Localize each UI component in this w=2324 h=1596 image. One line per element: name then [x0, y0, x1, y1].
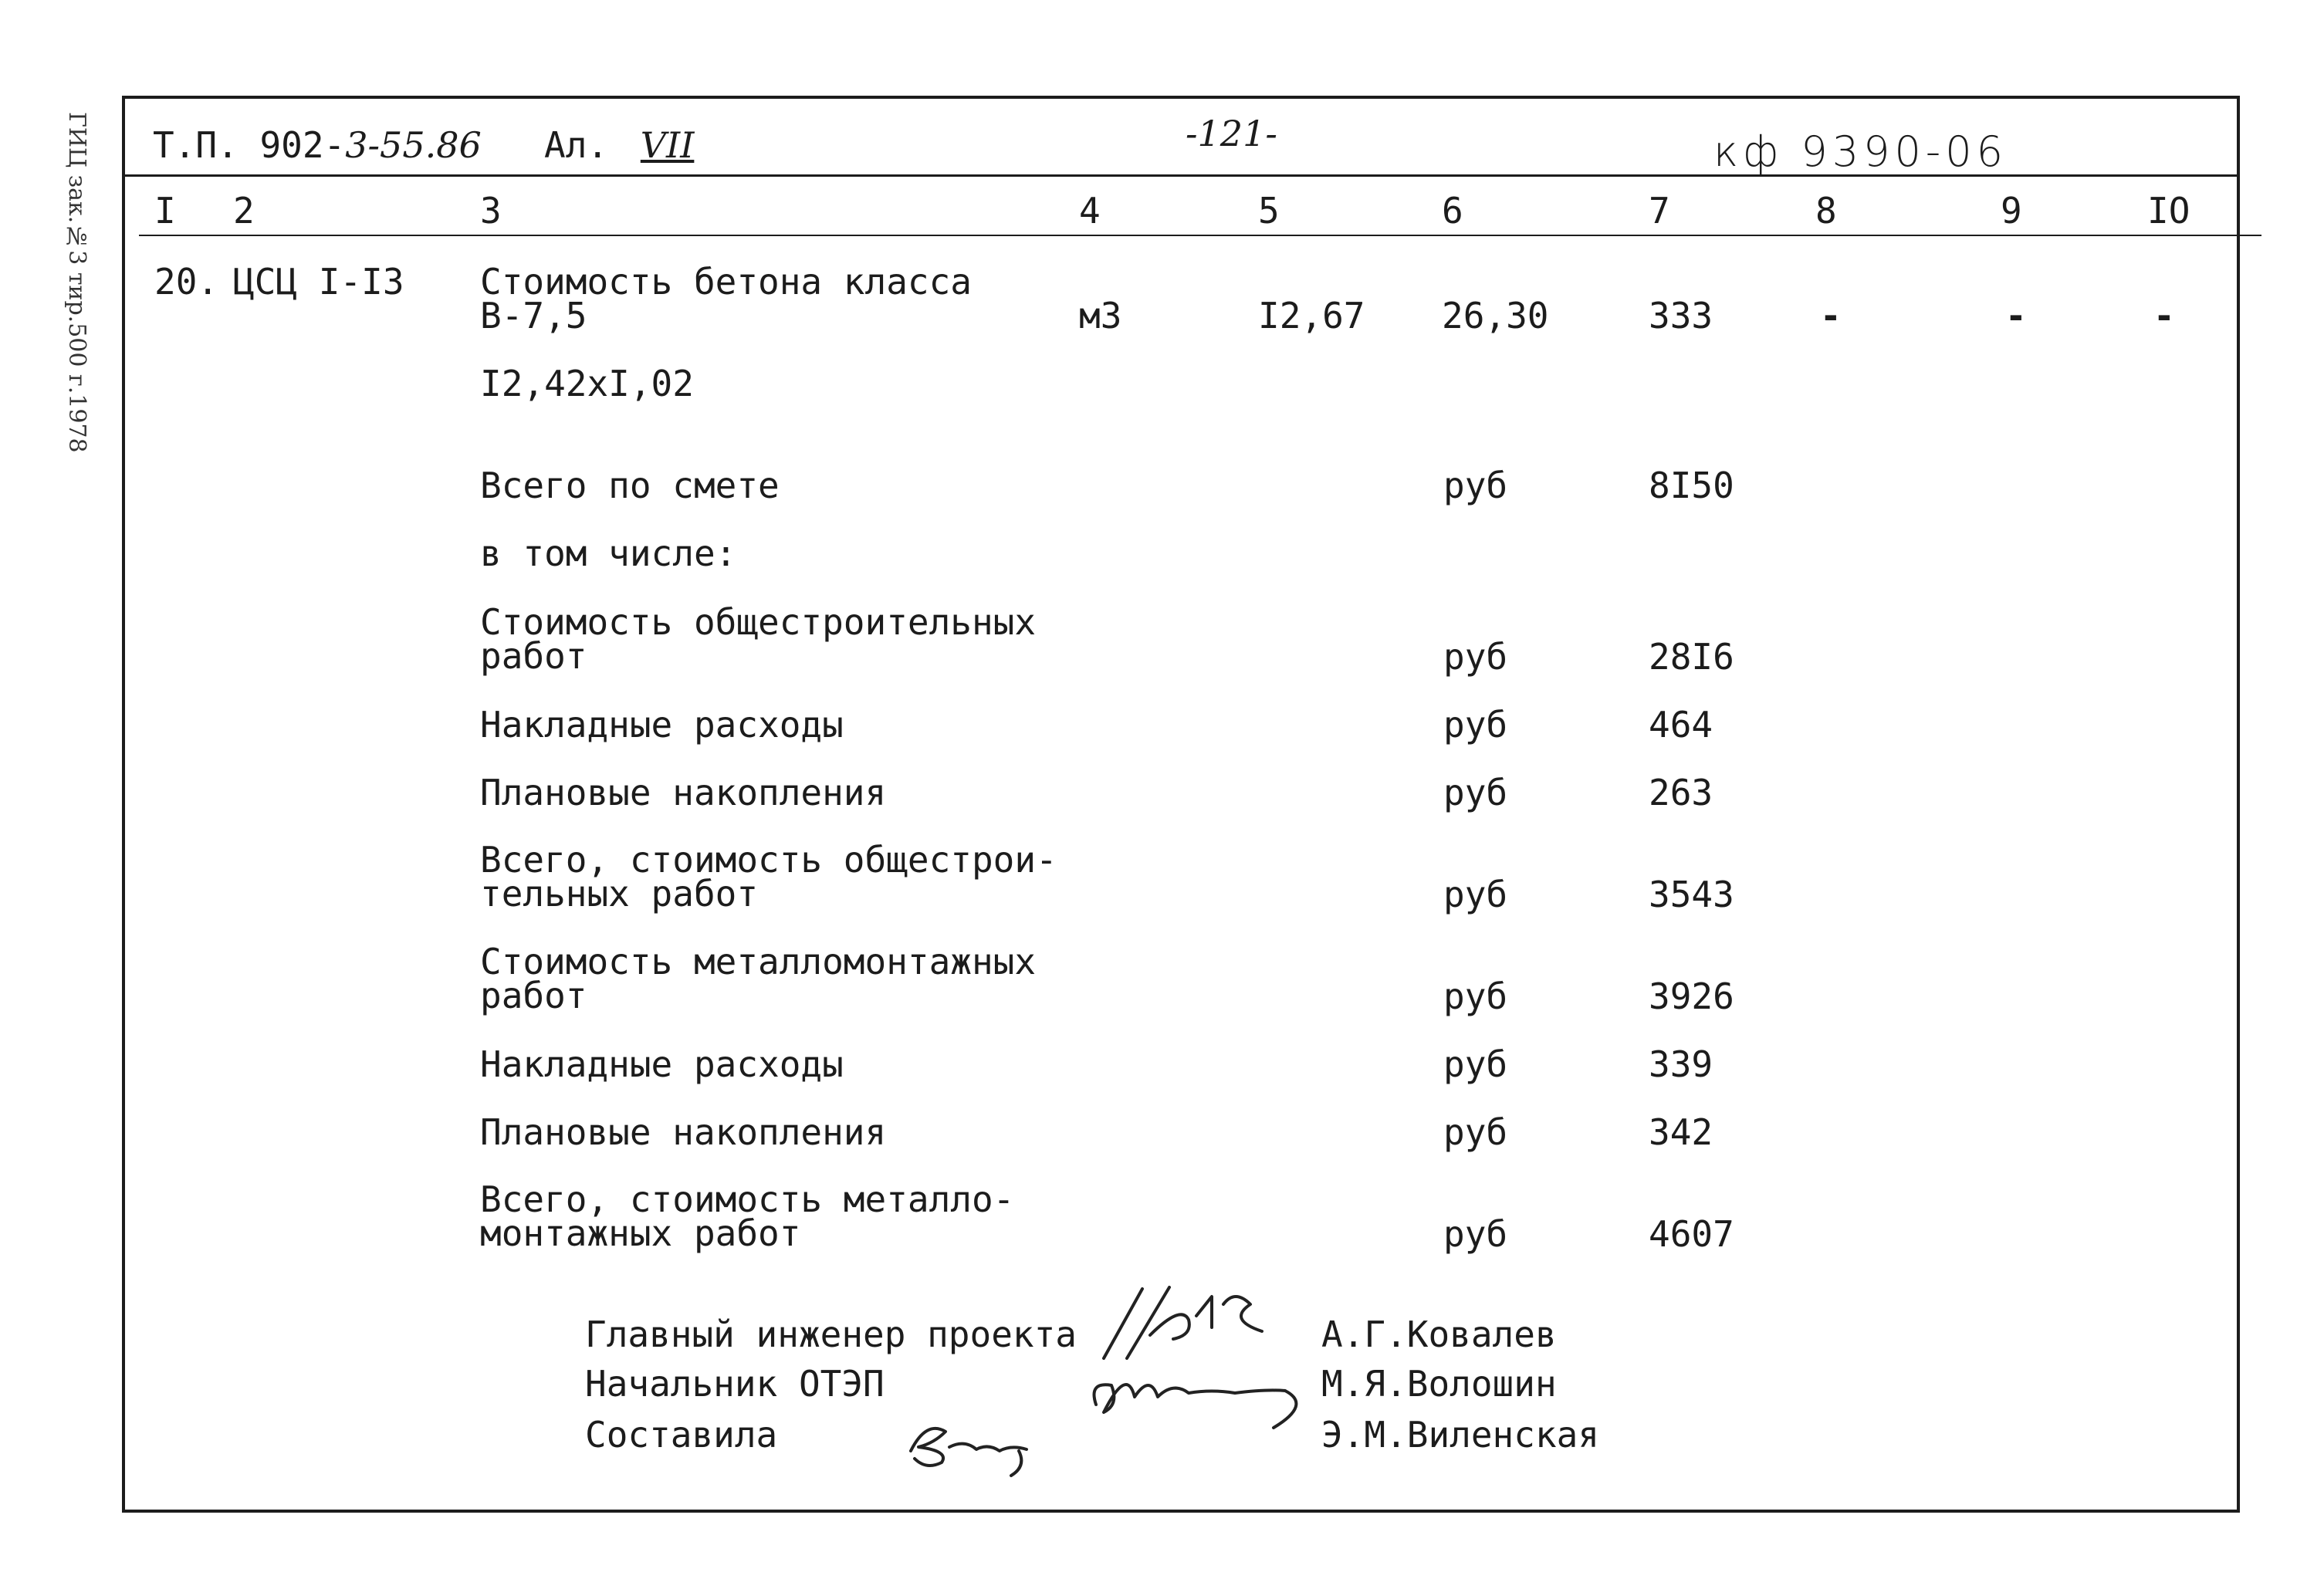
summary-savings-1-value: 263	[1649, 772, 1713, 813]
summary-savings-2-value: 342	[1649, 1111, 1713, 1153]
col-num-1: I	[154, 190, 176, 232]
col-num-5: 5	[1258, 190, 1280, 232]
column-numbers-divider	[139, 235, 2261, 236]
document-code: кф 9390-06	[1713, 127, 2008, 176]
summary-total-unit: руб	[1443, 465, 1508, 506]
row-formula: I2,42xI,02	[480, 363, 694, 404]
signature-role-department-head: Начальник ОТЭП	[585, 1363, 885, 1405]
summary-general-total-line2: тельных работ	[480, 873, 759, 915]
col-num-6: 6	[1442, 190, 1463, 232]
summary-general-works-line1: Стоимость общестроительных	[480, 601, 1037, 643]
side-note: ГИЦ зак.№3 тир.500 г.1978	[63, 112, 90, 453]
summary-general-total-line1: Всего, стоимость общестрои-	[480, 839, 1057, 881]
summary-savings-1-unit: руб	[1443, 772, 1508, 813]
doc-number	[153, 124, 482, 166]
row-col9: -	[2005, 295, 2027, 336]
doc-number-prefix: Т.П. 902-	[153, 124, 346, 166]
summary-metal-total-value: 4607	[1649, 1213, 1734, 1255]
doc-number-value: 3-55.86	[345, 124, 482, 166]
summary-general-total-value: 3543	[1649, 874, 1734, 915]
summary-general-total	[480, 839, 1057, 915]
summary-savings-2-unit: руб	[1443, 1111, 1508, 1153]
summary-overheads-2-label: Накладные расходы	[480, 1043, 844, 1085]
summary-metal-total-unit: руб	[1443, 1213, 1508, 1255]
col-num-2: 2	[233, 190, 255, 232]
signature-name-compiler: Э.М.Виленская	[1321, 1414, 1600, 1456]
row-description-line2: В-7,5	[480, 295, 587, 336]
row-col8: -	[1820, 295, 1842, 336]
summary-general-total-unit: руб	[1443, 874, 1508, 915]
summary-total-label: Всего по смете	[480, 465, 780, 506]
album-label: Ал.	[544, 124, 609, 166]
summary-general-works-value: 28I6	[1649, 636, 1734, 678]
signature-name-chief-engineer: А.Г.Ковалев	[1321, 1314, 1557, 1355]
summary-general-works	[480, 601, 1037, 677]
signature-name-department-head: М.Я.Волошин	[1321, 1363, 1557, 1405]
summary-general-works-line2: работ	[480, 635, 587, 677]
summary-metal-works	[480, 941, 1037, 1016]
summary-savings-1-label: Плановые накопления	[480, 772, 887, 813]
summary-metal-works-value: 3926	[1649, 976, 1734, 1017]
summary-overheads-1-value: 464	[1649, 704, 1713, 746]
col-num-3: 3	[480, 190, 502, 232]
row-code: ЦСЦ I-I3	[233, 261, 404, 303]
col-num-10: IO	[2147, 190, 2190, 232]
row-number: 20.	[154, 261, 219, 303]
summary-metal-total-line2: монтажных работ	[480, 1212, 801, 1254]
summary-metal-total-line1: Всего, стоимость металло-	[480, 1178, 1015, 1220]
signature-role-compiler: Составила	[585, 1414, 778, 1456]
summary-overheads-2-unit: руб	[1443, 1043, 1508, 1085]
handwritten-signature-compiler	[903, 1412, 1057, 1482]
col-num-8: 8	[1815, 190, 1837, 232]
summary-overheads-1-unit: руб	[1443, 704, 1508, 746]
album-number: VII	[640, 124, 695, 166]
col-num-9: 9	[2001, 190, 2022, 232]
col-num-7: 7	[1649, 190, 1670, 232]
row-description-line1: Стоимость бетона класса	[480, 261, 972, 303]
summary-metal-total	[480, 1178, 1015, 1254]
row-quantity: I2,67	[1258, 295, 1365, 336]
summary-total-value: 8I50	[1649, 465, 1734, 506]
summary-including-label: в том числе:	[480, 533, 737, 574]
summary-general-works-unit: руб	[1443, 636, 1508, 678]
row-col10: -	[2153, 295, 2175, 336]
summary-overheads-2-value: 339	[1649, 1043, 1713, 1085]
album	[544, 124, 695, 166]
row-unit: м3	[1079, 295, 1122, 336]
page-number: -121-	[1186, 113, 1277, 154]
summary-overheads-1-label: Накладные расходы	[480, 704, 844, 746]
handwritten-signature-department-head	[1081, 1351, 1312, 1435]
row-price: 26,30	[1442, 295, 1549, 336]
summary-metal-works-unit: руб	[1443, 976, 1508, 1017]
summary-metal-works-line2: работ	[480, 975, 587, 1016]
col-num-4: 4	[1079, 190, 1101, 232]
summary-metal-works-line1: Стоимость металломонтажных	[480, 941, 1037, 982]
row-total: 333	[1649, 295, 1713, 336]
summary-savings-2-label: Плановые накопления	[480, 1111, 887, 1153]
signature-role-chief-engineer: Главный инженер проекта	[585, 1314, 1077, 1355]
